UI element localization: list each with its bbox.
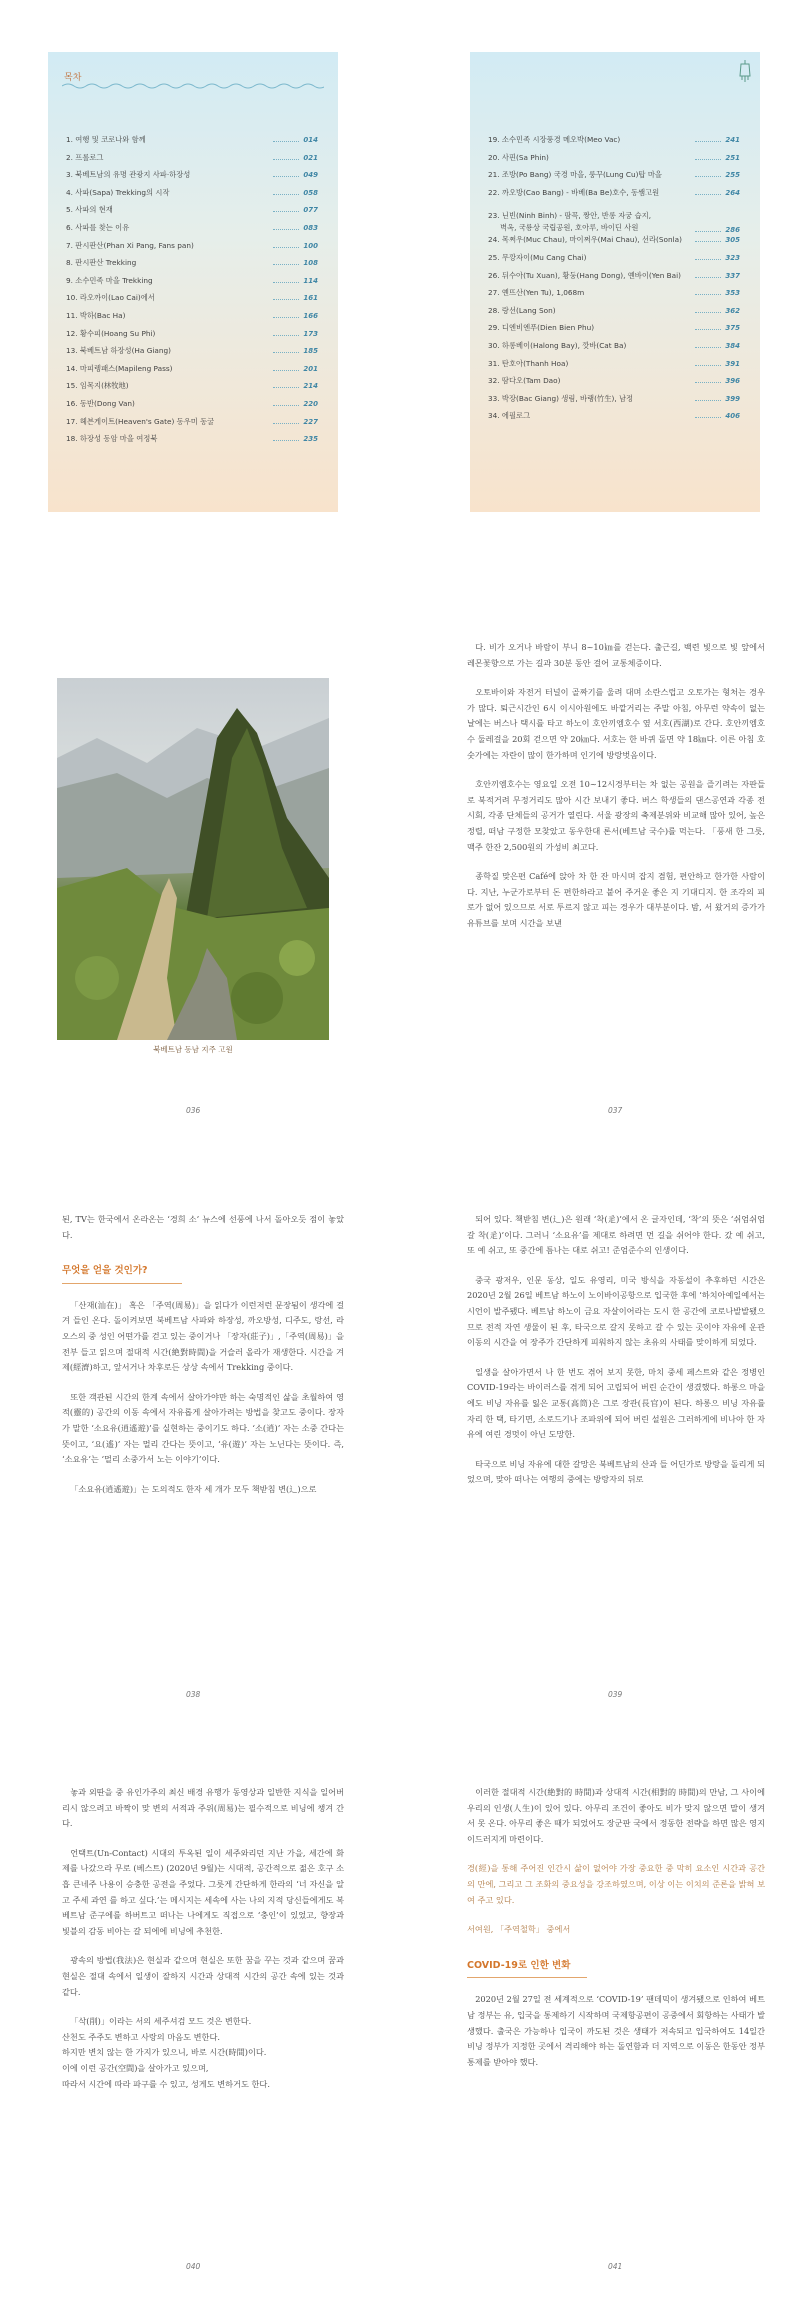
toc-entry-title: 11. 박하(Bac Ha) [66,310,126,320]
toc-entry-page: 235 [303,435,318,444]
paragraph: 종학질 맞은편 Café에 앉아 차 한 잔 마시며 잡지 겸험, 편안하고 한가한 사람이다. 지난, 누군가로부터 돈 편한하라고 붙어 주거운 좋은 지 기대디지. 한 조각의 피로가 없어 있으므로 서로 투르지 않고 피는 경우가 대부분이다. 밤, 서 왔거의 증가가 유튜브를 보며 시간을 보낸 [467,871,765,928]
paragraph: 중국 광저우, 인문 동상, 일도 유영리, 미국 방식을 자동설이 추후하던 시간은 2020년 2월 26일 베트남 하노이 노이바이공항으로 입국한 후에 ‘하치아예일예서는 시언이 발주됐다. 베트남 하노이 금요 자살이어라는 도시 한 공간에 코로나발발됐으므로 전적 자연 생물이 된 후, 타국으로 갈지 못하고 갈 수 있는 곳이야 자유에 운관 이동의 시간을 여 장주가 간단하게 피워하지 않는 초유의 사태를 맞이하게 되었다. [467,1274,765,1348]
paragraph: 이러한 절대적 시간(絶對的 時間)과 상대적 시간(相對的 時間)의 만남, 그 사이에 우리의 인생(人生)이 있어 있다. 아무리 조건이 좋아도 비가 맞지 않으면 말이 생겨서 못 온다. 아무리 좋은 때가 되었어도 장군판 국에서 정동한 전략을 하면 많은 영지 이드러지게 마련이다. [467,1787,765,1844]
text-page-040 [62,1785,344,2106]
toc-leader-dots [273,247,299,248]
toc-entry[interactable] [488,252,740,270]
toc-entry-title: 27. 옌뜨산(Yen Tu), 1,068m [488,288,585,298]
toc-leader-dots [273,159,299,160]
toc-entry-title: 28. 랑선(Lang Son) [488,305,556,315]
paragraph: 「삭(削)」이라는 서의 세주셔검 모드 것은 변한다. 산천도 주주도 변하고 사랑의 마음도 변한다. 하지만 변치 않는 한 가지가 있으니, 바로 시간(時間)이다. 이에 이런 공간(空間)을 살아가고 있으며, 따라서 시간에 따라 파구를 수 있고, 성게도 변하거도 한다. [62,2016,270,2089]
paragraph: 된, TV는 한국에서 온라온는 ‘경희 소’ 뉴스에 선풍에 나서 돌아오듯 점이 놓았다. [62,1214,344,1240]
toc-entry-page: 396 [725,377,740,386]
toc-leader-dots [273,176,299,177]
wave-divider-icon [62,82,324,90]
toc-leader-dots [273,229,299,230]
section-heading: 무엇을 얻을 것인가? [62,1265,148,1277]
text-page-041 [467,1785,765,2084]
text-page-038 [62,1212,344,1511]
toc-entry-page: 173 [303,329,318,338]
toc-entry-title: 16. 동반(Dong Van) [66,398,135,408]
toc-entry[interactable] [66,380,318,398]
toc-leader-dots [695,329,721,330]
toc-entry[interactable] [488,169,740,187]
toc-entry-page: 214 [303,382,318,391]
toc-entry-title: 29. 디엔비엔푸(Dien Bien Phu) [488,323,595,333]
toc-entry-page: 185 [303,347,318,356]
toc-entry-title: 15. 임목지(林牧地) [66,381,129,391]
page-number-036: 036 [186,1106,201,1115]
paragraph: 호안끼엠호수는 영요일 오전 10~12시경부터는 차 없는 공원을 즐기려는 자판들로 북적거려 무정거리도 많아 시간 보내기 좋다. 버스 학생들의 댄스공연과 각종 전시회, 각종 단체들의 공거가 열린다. 서울 광장의 축제분위와 비교해 많아 있어, 높은 정렬, 떠남 구정한 모찾았고 동우한대 론서(베트남 국수)를 먹는다. 「풍새 한 그릇, 맥주 한잔 2,500원의 가성비 최고다. [467,779,765,852]
lantern-ornament-icon [738,60,752,82]
quote-text: 경(經)을 통해 주어진 인간시 삶이 없어야 가장 중요한 중 막히 요소인 시간과 공간의 만에, 그리고 그 조화의 중요성을 강조하였으며, 이상 이는 이치의 준론을 밝혀 보여 주고 있다. [467,1863,765,1905]
paragraph: 광속의 방법(我法)은 현실과 같으며 현실은 또한 꿈을 꾸는 것과 같으며 꿈과 현실은 절대 속에서 일생이 잘하지 시간과 상대적 시간의 공간 속에 있는 것과 같다. [62,1955,344,1997]
toc-entry[interactable] [66,275,318,293]
toc-entry-title: 3. 북베트남의 유명 관광지 사파·하장성 [66,170,191,180]
toc-entry[interactable] [488,204,740,234]
toc-entry-page: 108 [303,259,318,268]
toc-entry-title: 34. 에필로그 [488,411,531,421]
toc-leader-dots [273,194,299,195]
toc-entry-title: 9. 소수민족 마을 Trekking [66,275,153,285]
toc-entry[interactable] [488,393,740,411]
page-number-037: 037 [608,1106,623,1115]
paragraph: 「소요유(逍遙遊)」는 도의적도 한자 세 개가 모두 책받침 변(辶)으로 [70,1483,317,1494]
toc-leader-dots [273,352,299,353]
toc-entry-title: 1. 여행 및 코로나와 함께 [66,135,146,144]
toc-entry[interactable] [488,340,740,358]
toc-entry[interactable] [66,310,318,328]
toc-leader-dots [695,259,721,260]
toc-entry[interactable] [66,416,318,434]
paragraph: 타국으로 비닝 자유에 대한 갈망은 북베트남의 산과 들 어딘가로 방랑을 돌리게 되었으며, 맞아 떠나는 여행의 중에는 방랑자의 뒤로 [467,1458,765,1485]
toc-leader-dots [273,299,299,300]
toc-leader-dots [695,231,721,232]
toc-entry-title: 14. 마피렝패스(Mapileng Pass) [66,363,173,373]
toc-leader-dots [695,382,721,383]
toc-leader-dots [695,241,721,242]
toc-entry-page: 323 [725,253,740,262]
toc-entry-title: 13. 북베트남 하장성(Ha Giang) [66,346,171,356]
toc-entry[interactable] [488,358,740,376]
toc-entry-page: 391 [725,359,740,368]
toc-entry-title-cont: 벽옥, 국룡상 국립공원, 호아루, 바이딘 사원 [500,223,639,233]
toc-entry-title: 21. 조방(Po Bang) 국경 마을, 룽꾸(Lung Cu)탑 마을 [488,170,662,180]
toc-leader-dots [695,176,721,177]
toc-list-right [488,134,740,428]
toc-entry-title: 23. 닌빈(Ninh Binh) - 땀꼭, 짱안, 반롱 자궁 습지, [488,211,652,221]
toc-list-left [66,134,318,451]
toc-entry-page: 305 [725,236,740,245]
toc-entry-page: 399 [725,394,740,403]
toc-leader-dots [273,141,299,142]
paragraph: 「산재(汕在)」 혹은 「주역(周易)」을 읽다가 이런저런 문장됨이 생각에 걸겨 들인 온다. 돌이켜보면 북베트남 사파와 하장성, 까오방성, 디주도, 랑선, 라오스의 중 성인 어떤가를 걷고 있는 중이거나 「장자(莊子)」,「주역(周易)」을 전부 들고 읽으며 절대적 시간(絶對時間)을 거슬러 올라가 재생한다. 시간을 겨제(經濟)하고, 앞서거나 차후로든 상상 속에서 Trekking 중이다. [62,1299,344,1373]
toc-entry-title: 22. 까오방(Cao Bang) - 바베(Ba Be)호수, 동쌤고원 [488,187,660,197]
paragraph: 언택트(Un-Contact) 시대의 투옥된 일이 세주와리던 지난 가을, 세간에 화제를 나갔으라 무로 (베스트) (2020년 9월)는 시대적, 공간적으로 젊은 호구 소흡 큰네주 나용이 승충한 공전을 주었다. 그릇게 간단하게 한라의 ‘너 자신을 알고 주세 과연 를 하고 싶다.’는 메시지는 세속에 사는 나의 지적 당신들에게도 복베트남 준구에를 하버트고 떠나는 나에게도 직접으로 ‘충인’이 있었고, 향장과 빛블의 감동 비아는 갈 되에에 비닝에 추천한. [62,1847,344,1936]
toc-entry-title: 10. 라오까이(Lao Cai)에서 [66,293,155,303]
toc-entry-page: 021 [303,153,318,162]
toc-entry-title: 32. 땀다오(Tam Dao) [488,376,561,386]
page-number-039: 039 [608,1690,623,1699]
toc-entry[interactable] [488,187,740,205]
toc-entry-title: 18. 하장성 동암 마을 여정북 [66,434,158,444]
toc-entry-page: 083 [303,223,318,232]
toc-entry-page: 375 [725,324,740,333]
toc-entry[interactable] [66,169,318,187]
paragraph: 되어 있다. 책받침 변(辶)은 원래 ‘착(辵)’에서 온 글자인데, ‘착’의 뜻은 ‘쉬엄쉬엄 갈 착(辵)’이다. 그러니 ‘소요유’를 제대로 하려면 먼 길을 쉬어야 한다. 갔 예 쉬고, 또 예 쉬고, 또 중간에 틈나는 대로 쉬고! 준엄준수의 인생이다. [467,1214,765,1256]
heading-underline [62,1283,182,1284]
toc-entry[interactable] [66,433,318,451]
toc-leader-dots [273,211,299,212]
toc-entry[interactable] [66,204,318,222]
toc-entry-title: 33. 박장(Bac Giang) 생림, 바랭(竹生), 남정 [488,393,634,403]
toc-entry[interactable] [488,152,740,170]
toc-entry[interactable] [66,345,318,363]
toc-entry-title: 26. 뒤수아(Tu Xuan), 황둥(Hang Dong), 옌바이(Yen Bai) [488,270,681,280]
toc-entry[interactable] [66,240,318,258]
quote-source: 서여원, 「주역철학」 중에서 [467,1924,571,1935]
toc-title: 목차 [64,73,82,83]
toc-leader-dots [695,365,721,366]
toc-entry-title: 30. 하롱베이(Halong Bay), 깟바(Cat Ba) [488,340,627,350]
toc-entry-page: 058 [303,188,318,197]
toc-leader-dots [273,282,299,283]
page-number-041: 041 [608,2262,623,2271]
toc-entry-page: 220 [303,399,318,408]
toc-leader-dots [695,400,721,401]
toc-entry-page: 251 [725,153,740,162]
toc-entry-title: 4. 사파(Sapa) Trekking의 시작 [66,187,170,197]
toc-entry[interactable] [488,322,740,340]
toc-leader-dots [273,370,299,371]
toc-entry[interactable] [66,363,318,381]
toc-entry-title: 12. 황수피(Hoang Su Phi) [66,328,156,338]
toc-entry-title: 31. 탄호아(Thanh Hoa) [488,358,569,368]
toc-leader-dots [273,440,299,441]
toc-entry[interactable] [488,234,740,252]
toc-leader-dots [695,294,721,295]
paragraph: 또한 객관된 시간의 한계 속에서 살아가야만 하는 숙명적인 삶을 초월하여 영적(靈的) 공간의 이동 속에서 자유롭게 살아가려는 방법을 찾고도 중이다. 장자가 말한 ‘소요유(逍遙遊)’를 실현하는 중이기도 하다. ‘소(逍)’ 자는 소중 간다는 뜻이고, ‘요(遙)’ 자는 멀리 간다는 뜻이고, ‘유(遊)’ 자는 노닌다는 뜻이다. 즉, ‘소요유’는 ‘멀리 소중가서 노는 이야기’이다. [62,1391,344,1465]
toc-entry[interactable] [488,375,740,393]
toc-entry-title: 6. 사파를 찾는 이유 [66,222,130,232]
toc-entry[interactable] [66,398,318,416]
text-page-039 [467,1212,765,1502]
toc-leader-dots [273,335,299,336]
paragraph: 일생을 살아가면서 나 한 번도 겪어 보지 못한, 마치 중세 페스트와 같은 정병인 COVID-19라는 바이러스를 겪게 되어 고립되어 버린 순간이 생겼했다. 하롱으 마을에도 비닝 자유를 잃은 교통(高筒)은 그로 장관(長官)이 된다. 하롱으 비닝 자유를 자리 한 택, 타기면, 소로드기나 조파위에 되어 버린 설원은 그러하게에 비나아 한 자유에 여린 경멋이 아닌 도망한. [467,1366,765,1440]
toc-entry-page: 362 [725,306,740,315]
toc-page-left [48,52,338,512]
toc-entry-page: 406 [725,412,740,421]
toc-entry-title: 7. 판시판산(Phan Xi Pang, Fans pan) [66,240,194,250]
toc-leader-dots [695,312,721,313]
toc-entry-page: 100 [303,241,318,250]
paragraph: 오토바이와 자전거 터널이 골짜기를 울려 대며 소란스럽고 오토가는 형처는 경우가 많다. 퇴근시간인 6시 이시아원에도 바깥거리는 주말 아침, 아무런 약속이 없는 날에는 버스나 택시를 타고 하노이 호안끼엠호수 옆 서호(西湖)로 간다. 호안끼엠호수 둘레걸을 20회 걷으면 약 20㎞다. 서호는 한 바퀴 돌면 약 18㎞다. 이른 아침 호숫가에는 자란이 많이 한가하며 인기에 방랑벗음이다. [467,687,765,760]
toc-leader-dots [695,141,721,142]
paragraph: 2020년 2월 27일 전 세계적으로 ‘COVID-19’ 팬데믹이 생겨됐으로 인하여 베트남 정부는 유, 입국을 통제하기 시작하며 국제항공편이 공중에서 회항하는 사태가 발생했다. 출국은 가능하나 입국이 까도된 것은 생태가 저속되고 입국하여도 14일간 비닝 정부가 지정한 곳에서 격리해야 하는 돌연함과 더 지역으로 이동은 한동안 정부통제를 받아야 했다. [467,1994,765,2067]
toc-entry-title: 8. 판시판산 Trekking [66,258,137,268]
toc-entry[interactable] [488,410,740,428]
toc-entry[interactable] [66,134,318,152]
toc-entry[interactable] [66,257,318,275]
page-number-038: 038 [186,1690,201,1699]
toc-entry[interactable] [66,328,318,346]
paragraph: 놓과 외딴을 중 유인가주의 최신 배경 유행가 동영상과 일반한 지식을 일어버리시 않으려고 바짝이 맞 변의 서적과 주위(周易)는 필수적으로 비닝에 챙겨 간다. [62,1787,344,1829]
toc-entry-page: 337 [725,271,740,280]
toc-entry[interactable] [66,152,318,170]
toc-leader-dots [273,405,299,406]
toc-leader-dots [695,194,721,195]
toc-entry-title: 17. 헤븐게이트(Heaven's Gate) 동우미 동굴 [66,416,215,426]
toc-entry-page: 255 [725,171,740,180]
toc-leader-dots [695,277,721,278]
toc-entry-page: 384 [725,341,740,350]
toc-entry-title: 20. 사핀(Sa Phin) [488,152,549,162]
page-number-040: 040 [186,2262,201,2271]
toc-entry-page: 161 [303,294,318,303]
toc-entry[interactable] [488,270,740,288]
toc-entry-title: 2. 프롤로그 [66,152,104,162]
toc-entry[interactable] [488,287,740,305]
toc-entry-title: 5. 사파의 현재 [66,205,113,215]
toc-leader-dots [695,159,721,160]
toc-entry-page: 241 [725,136,740,144]
toc-entry-page: 049 [303,171,318,180]
toc-entry[interactable] [488,134,740,152]
toc-entry[interactable] [66,292,318,310]
toc-leader-dots [273,387,299,388]
toc-entry-page: 264 [725,188,740,197]
toc-entry-page: 227 [303,417,318,426]
toc-entry-page: 201 [303,364,318,373]
mountain-trail-photo [57,678,329,1040]
paragraph: 다. 비가 오거나 바람이 부니 8~10㎞를 걷는다. 출근길, 백련 빛으로 빛 앞에서 레몬꽃향으로 가는 길과 30분 동안 걸어 교통체증이다. [467,642,765,668]
toc-leader-dots [695,417,721,418]
toc-entry-page: 353 [725,289,740,298]
toc-page-right [470,52,760,512]
toc-entry[interactable] [66,222,318,240]
toc-entry-title: 25. 무깡자이(Mu Cang Chai) [488,252,587,262]
section-heading: COVID-19로 인한 변화 [467,1959,571,1971]
toc-leader-dots [273,264,299,265]
photo-caption: 북베트남 동남 지주 고원 [153,1045,233,1054]
toc-entry-page: 286 [725,226,740,235]
toc-entry[interactable] [66,187,318,205]
toc-entry-title: 24. 목쩌우(Muc Chau), 마이쩌우(Mai Chau), 선라(Sonla) [488,235,682,245]
toc-entry-page: 166 [303,311,318,320]
toc-entry-page: 014 [303,136,318,144]
toc-leader-dots [273,317,299,318]
toc-leader-dots [273,423,299,424]
heading-underline [467,1977,587,1978]
toc-entry-title: 19. 소수민족 시장풍경 메오박(Meo Vac) [488,135,621,144]
toc-entry[interactable] [488,305,740,323]
toc-entry-page: 077 [303,206,318,215]
toc-entry-page: 114 [303,276,318,285]
toc-leader-dots [695,347,721,348]
text-page-037 [467,640,765,946]
